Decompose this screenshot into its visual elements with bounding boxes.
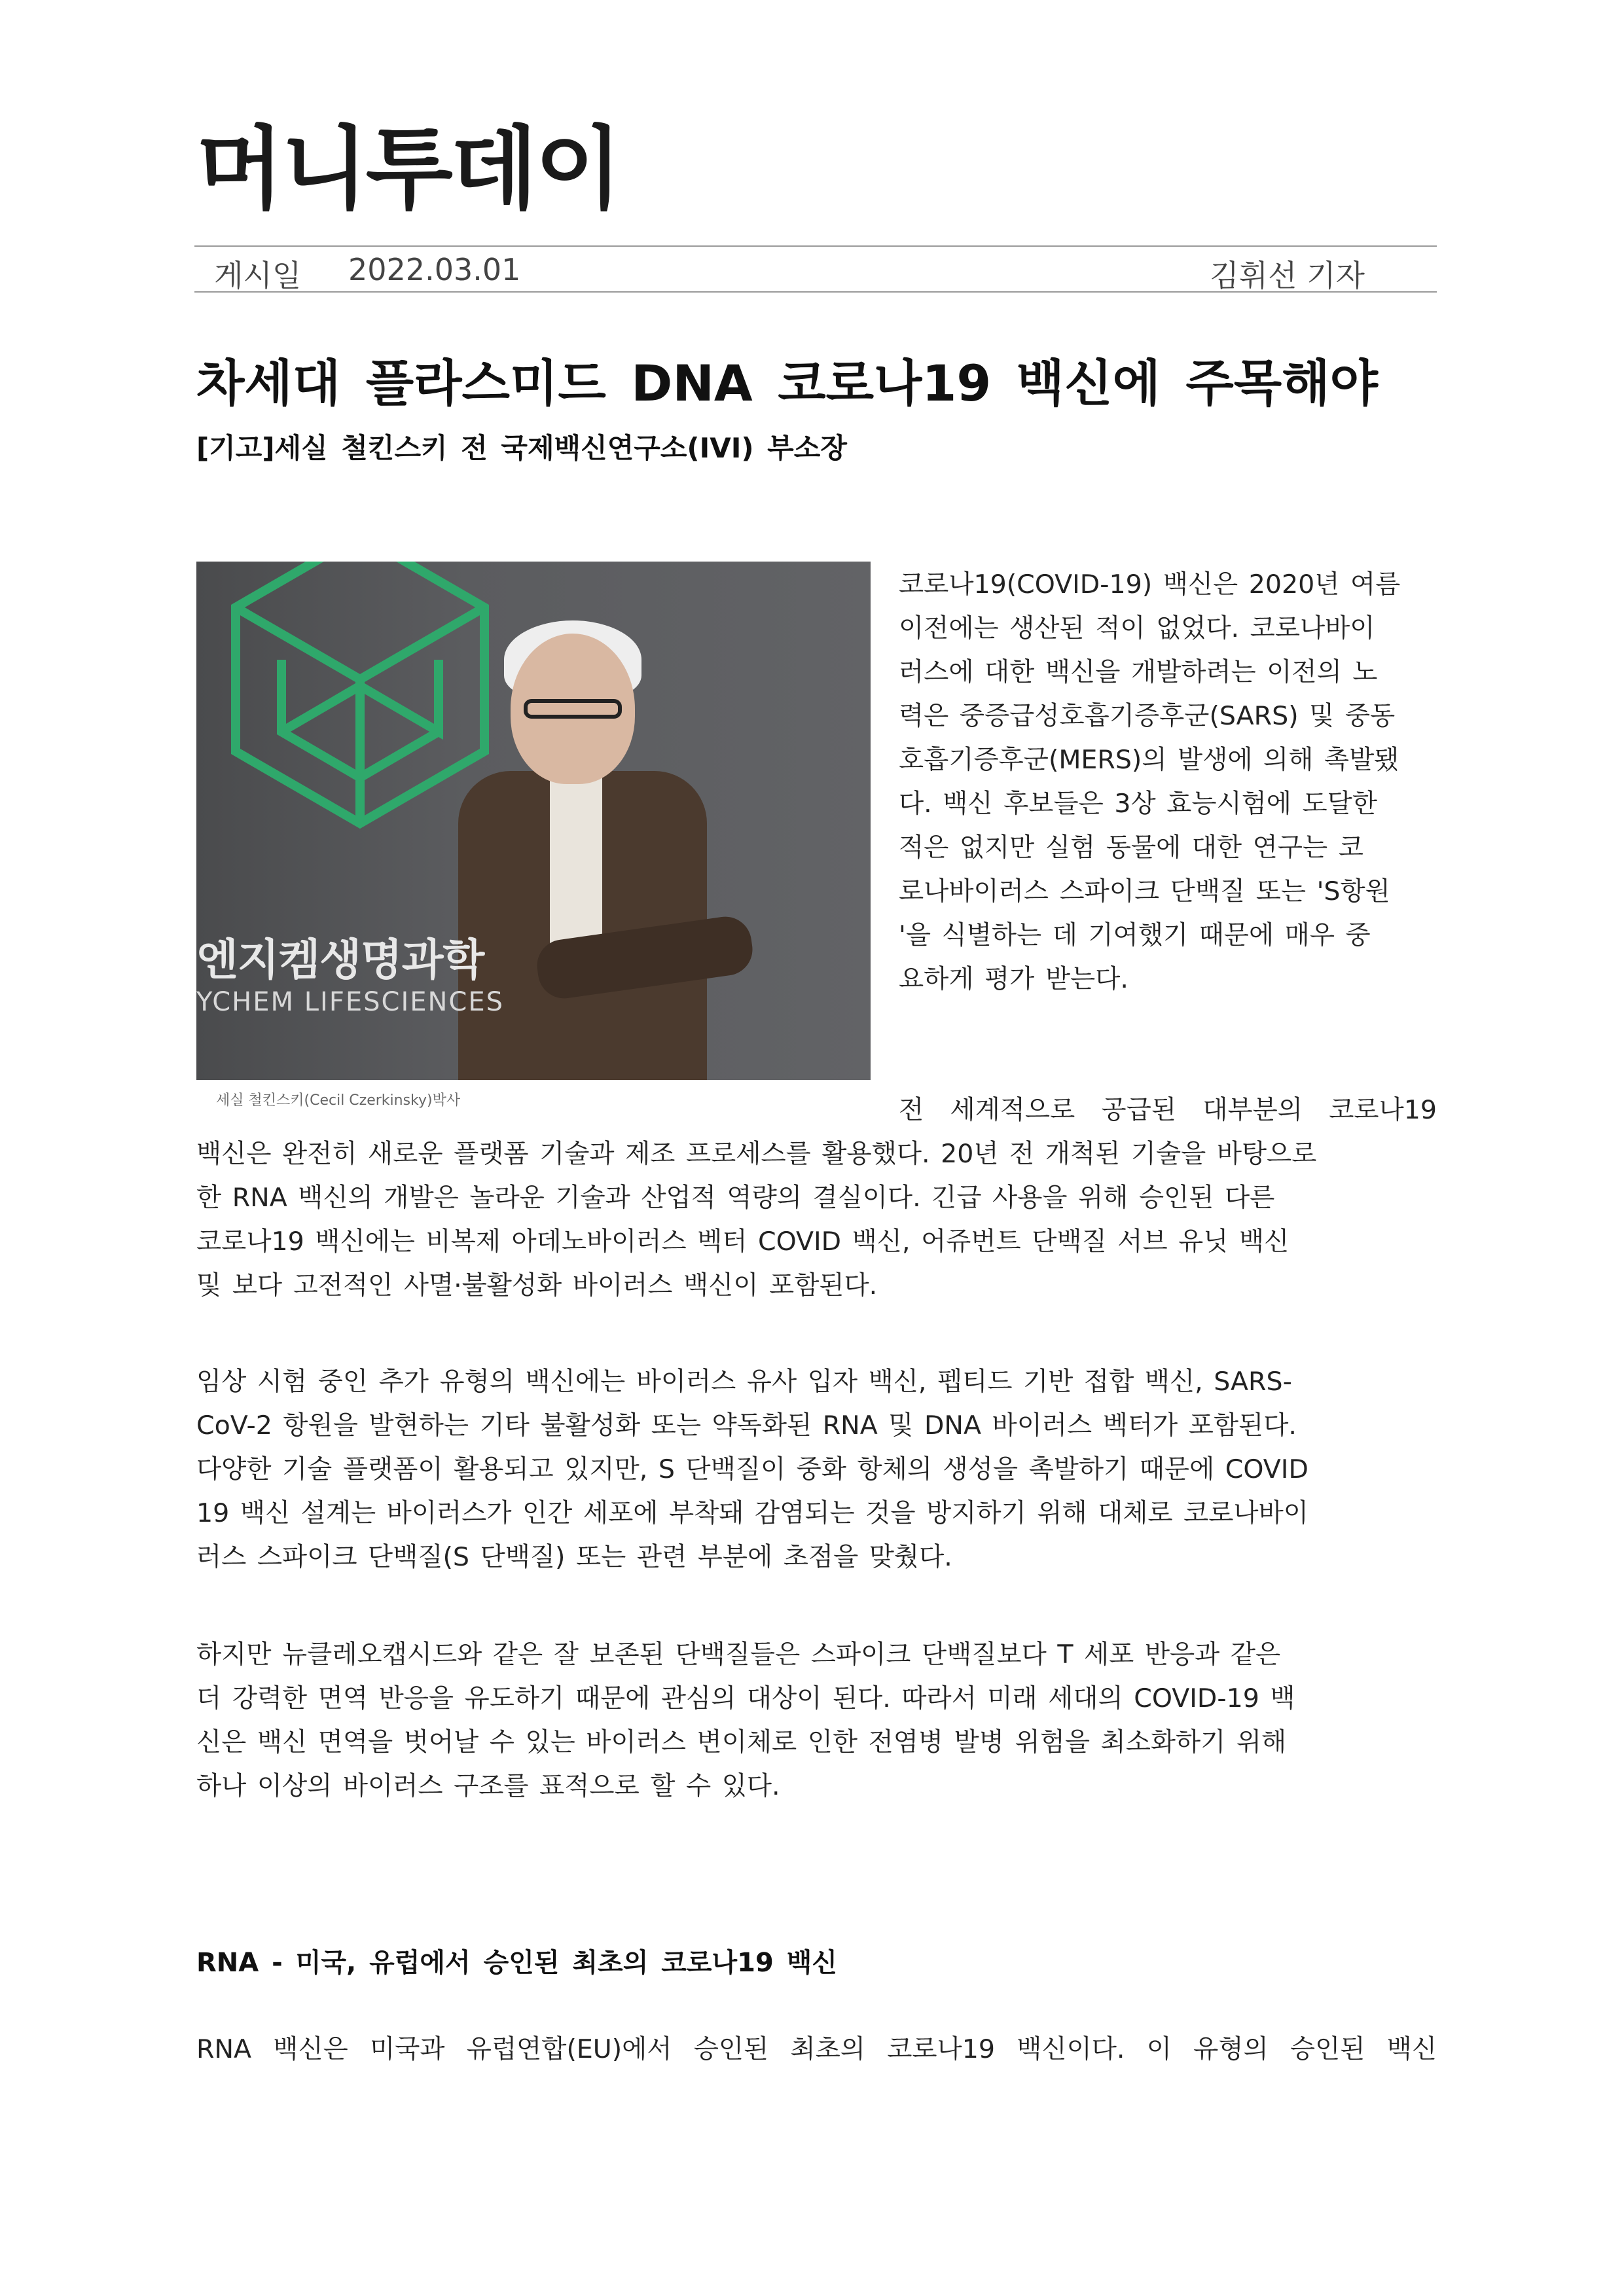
article-meta-bar [194, 245, 1437, 293]
publication-logo: 머니투데이 [196, 117, 620, 222]
text-line: 로나바이러스 스파이크 단백질 또는 'S항원 [899, 876, 1390, 906]
text-line: 적은 없지만 실험 동물에 대한 연구는 코 [899, 833, 1363, 863]
text-line: 신은 백신 면역을 벗어날 수 있는 바이러스 변이체로 인한 전염병 발병 위험을 최소화하기 위해 [196, 1727, 1287, 1757]
article-subhead: [기고]세실 철킨스키 전 국제백신연구소(IVI) 부소장 [196, 432, 847, 464]
article-photo [196, 562, 871, 1080]
text-line: 및 보다 고전적인 사멸·불활성화 바이러스 백신이 포함된다. [196, 1270, 878, 1300]
photo-wall-text: 엔지켐생명과학 [196, 935, 484, 985]
text-line: 백신은 완전히 새로운 플랫폼 기술과 제조 프로세스를 활용했다. 20년 전 개척된 기술을 바탕으로 [196, 1139, 1317, 1169]
text-line: 러스 스파이크 단백질(S 단백질) 또는 관련 부분에 초점을 맞췄다. [196, 1542, 952, 1572]
text-line: 력은 중증급성호흡기증후군(SARS) 및 중동 [899, 701, 1396, 731]
text-line: 다. 백신 후보들은 3상 효능시험에 도달한 [899, 789, 1377, 819]
text-line: 19 백신 설계는 바이러스가 인간 세포에 부착돼 감염되는 것을 방지하기 위해 대체로 코로나바이 [196, 1498, 1308, 1528]
paragraph-5 [196, 2028, 1437, 2072]
paragraph-2 [196, 1132, 1437, 1308]
text-line: '을 식별하는 데 기여했기 때문에 매우 중 [899, 920, 1371, 950]
text-line: 하지만 뉴클레오캡시드와 같은 잘 보존된 단백질들은 스파이크 단백질보다 T 세포 반응과 같은 [196, 1640, 1281, 1670]
paragraph-3 [196, 1360, 1437, 1579]
text-line: 러스에 대한 백신을 개발하려는 이전의 노 [899, 657, 1378, 687]
text-line: 더 강력한 면역 반응을 유도하기 때문에 관심의 대상이 된다. 따라서 미래 세대의 COVID-19 백 [196, 1683, 1295, 1713]
paragraph-2-first-line [899, 1088, 1437, 1132]
text-line: 하나 이상의 바이러스 구조를 표적으로 할 수 있다. [196, 1771, 780, 1801]
person-glasses [524, 699, 622, 719]
text-line: 요하게 평가 받는다. [899, 964, 1128, 994]
reporter-name: 김휘선 기자 [1210, 258, 1365, 293]
section-heading: RNA - 미국, 유럽에서 승인된 최초의 코로나19 백신 [196, 1948, 838, 1978]
hexagon-logo-graphic [223, 562, 497, 902]
paragraph-1 [899, 563, 1437, 1001]
text-line: 호흡기증후군(MERS)의 발생에 의해 촉발됐 [899, 745, 1399, 775]
text-line: 코로나19(COVID-19) 백신은 2020년 여름 [899, 569, 1401, 600]
text-line: RNA 백신은 미국과 유럽연합(EU)에서 승인된 최초의 코로나19 백신이다. 이 유형의 승인된 백신 [196, 2034, 1437, 2064]
text-line: 코로나19 백신에는 비복제 아데노바이러스 벡터 COVID 백신, 어쥬번트 단백질 서브 유닛 백신 [196, 1227, 1290, 1257]
posted-label: 게시일 [214, 258, 302, 293]
paragraph-4 [196, 1633, 1437, 1808]
text-line: 전 세계적으로 공급된 대부분의 코로나19 [899, 1095, 1437, 1125]
article-headline: 차세대 플라스미드 DNA 코로나19 백신에 주목해야 [196, 354, 1379, 412]
posted-date: 2022.03.01 [348, 252, 521, 287]
photo-caption: 세실 철킨스키(Cecil Czerkinsky)박사 [216, 1092, 461, 1109]
text-line: 다양한 기술 플랫폼이 활용되고 있지만, S 단백질이 중화 항체의 생성을 촉발하기 때문에 COVID [196, 1454, 1308, 1484]
text-line: CoV-2 항원을 발현하는 기타 불활성화 또는 약독화된 RNA 및 DNA 바이러스 벡터가 포함된다. [196, 1410, 1297, 1441]
text-line: 임상 시험 중인 추가 유형의 백신에는 바이러스 유사 입자 백신, 펩티드 기반 접합 백신, SARS- [196, 1367, 1292, 1397]
text-line: 이전에는 생산된 적이 없었다. 코로나바이 [899, 613, 1375, 643]
text-line: 한 RNA 백신의 개발은 놀라운 기술과 산업적 역량의 결실이다. 긴급 사용을 위해 승인된 다른 [196, 1183, 1275, 1213]
photo-wall-text-en: YCHEM LIFESCIENCES [196, 987, 505, 1017]
